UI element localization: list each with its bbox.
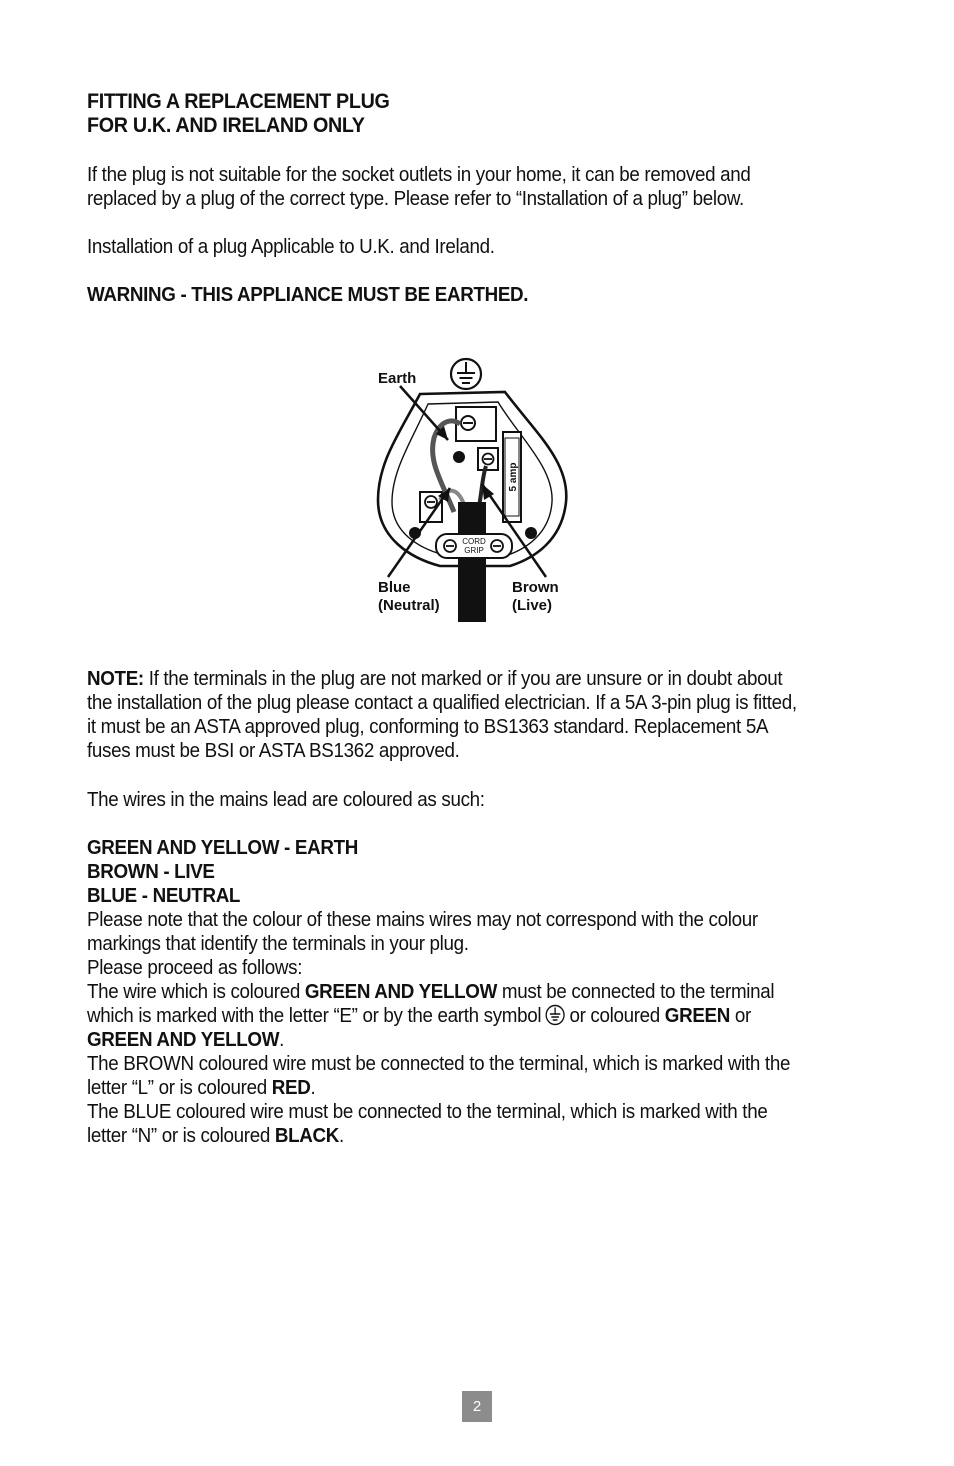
- wire-colours-section: [87, 836, 830, 1148]
- earth-symbol-icon: [451, 359, 481, 389]
- brown-label: Brown: [512, 579, 559, 596]
- earth-symbol-icon: [545, 1004, 566, 1026]
- earth-rule-h: GREEN AND YELLOW: [87, 1029, 280, 1051]
- intro-paragraph: [87, 163, 830, 211]
- live-rule-line-2: [87, 1076, 830, 1100]
- earth-rule-c: must be connected to the terminal: [497, 981, 775, 1003]
- page-number: 2: [462, 1391, 492, 1422]
- note-line-1: [87, 667, 830, 691]
- earth-rule-e: or coloured: [569, 1005, 665, 1027]
- colour-live: BROWN - LIVE: [87, 861, 215, 883]
- earth-label: Earth: [378, 370, 417, 387]
- earth-rule-d: which is marked with the letter “E” or by the earth symbol: [87, 1005, 542, 1027]
- live-rule-b: RED: [271, 1077, 311, 1099]
- colour-note-line-1: Please note that the colour of these mains wires may not correspond with the colour: [87, 909, 758, 931]
- note-line-3: it must be an ASTA approved plug, conforming to BS1363 standard. Replacement 5A: [87, 716, 769, 738]
- fuse-label: 5 amp: [508, 462, 519, 492]
- proceed-text: Please proceed as follows:: [87, 957, 303, 979]
- mains-cable: [458, 502, 486, 622]
- earth-rule-a: The wire which is coloured: [87, 981, 305, 1003]
- live-label: (Live): [512, 597, 553, 614]
- title-line-1: FITTING A REPLACEMENT PLUG: [87, 90, 390, 113]
- earth-rule-b: GREEN AND YELLOW: [304, 981, 498, 1003]
- earth-rule-f: GREEN: [664, 1005, 730, 1027]
- note-line-4: fuses must be BSI or ASTA BS1362 approved.: [87, 740, 460, 762]
- warning-text: WARNING - THIS APPLIANCE MUST BE EARTHED.: [87, 284, 529, 306]
- neutral-rule-a: letter “N” or is coloured: [87, 1125, 275, 1147]
- title-line-2: FOR U.K. AND IRELAND ONLY: [87, 114, 365, 137]
- note-line-2: the installation of the plug please contact a qualified electrician. If a 5A 3-pin plug is fitted,: [87, 692, 797, 714]
- note-lead: NOTE:: [87, 668, 144, 690]
- intro-line-1: If the plug is not suitable for the socket outlets in your home, it can be removed and: [87, 164, 751, 186]
- colour-earth: GREEN AND YELLOW - EARTH: [87, 837, 358, 859]
- blue-label: Blue: [378, 579, 411, 596]
- neutral-rule-line-2: [87, 1124, 830, 1148]
- page-title: [87, 90, 830, 138]
- neutral-rule-line-1: The BLUE coloured wire must be connected to the terminal, which is marked with the: [87, 1101, 768, 1123]
- installation-line: Installation of a plug Applicable to U.K. and Ireland.: [87, 236, 495, 258]
- earth-rule-g: or: [729, 1005, 751, 1027]
- note-line-1-text: If the terminals in the plug are not marked or if you are unsure or in doubt about: [143, 668, 783, 690]
- live-rule-line-1: The BROWN coloured wire must be connected to the terminal, which is marked with the: [87, 1053, 791, 1075]
- wires-intro: The wires in the mains lead are coloured as such:: [87, 789, 485, 811]
- plug-wiring-diagram: [370, 352, 580, 624]
- colour-neutral: BLUE - NEUTRAL: [87, 885, 241, 907]
- earth-rule-line-2: [87, 1004, 830, 1028]
- neutral-rule-b: BLACK: [274, 1125, 340, 1147]
- neutral-label: (Neutral): [378, 597, 440, 614]
- earth-rule-line-3: [87, 1028, 830, 1052]
- live-rule-c: .: [310, 1077, 316, 1099]
- earth-rule-i: .: [279, 1029, 285, 1051]
- note-paragraph: [87, 667, 830, 763]
- intro-line-2: replaced by a plug of the correct type. Please refer to “Installation of a plug” below.: [87, 188, 744, 210]
- earth-rule-line-1: [87, 980, 830, 1004]
- cord-grip-label-2: GRIP: [464, 546, 484, 555]
- neutral-rule-c: .: [339, 1125, 344, 1147]
- cord-grip-label-1: CORD: [462, 537, 486, 546]
- live-rule-a: letter “L” or is coloured: [87, 1077, 272, 1099]
- colour-note-line-2: markings that identify the terminals in your plug.: [87, 933, 469, 955]
